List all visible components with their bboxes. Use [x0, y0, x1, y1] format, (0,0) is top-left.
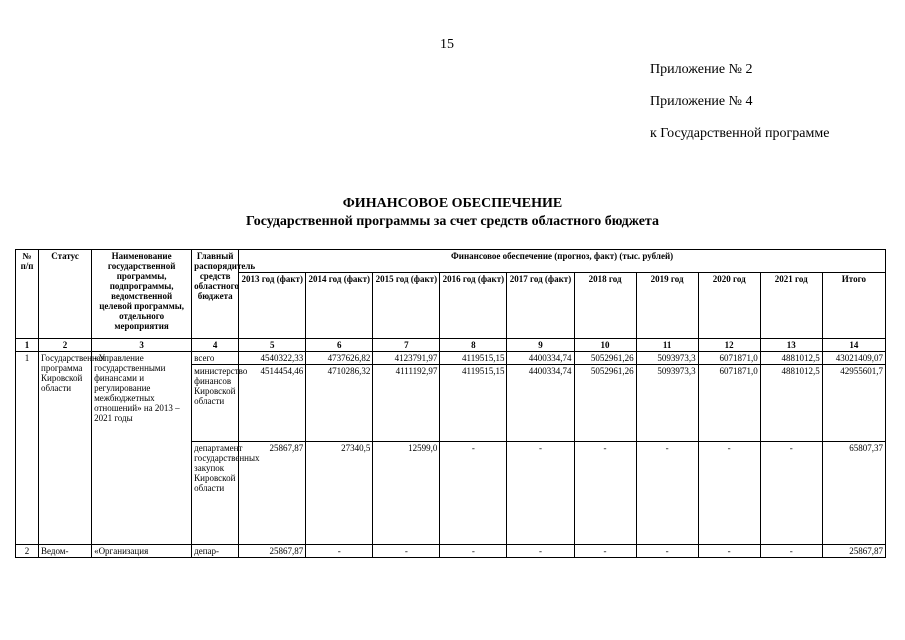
appendix-line-1: Приложение № 2 — [650, 62, 753, 77]
col-number: 14 — [822, 339, 885, 352]
row-status: Ведом- — [39, 545, 92, 558]
header-year-2021: 2021 год — [760, 273, 822, 339]
row-admin: депар- — [192, 545, 239, 558]
header-row-top — [16, 250, 886, 273]
col-number: 4 — [192, 339, 239, 352]
table-cell: - — [440, 442, 507, 545]
table-row — [16, 352, 886, 365]
table-cell: 4737626,82 — [306, 352, 373, 365]
col-number: 11 — [636, 339, 698, 352]
row-num: 1 — [16, 352, 39, 545]
col-number: 5 — [239, 339, 306, 352]
col-number: 6 — [306, 339, 373, 352]
table-cell: 25867,87 — [239, 545, 306, 558]
header-admin: Главный распорядитель средств областного бюджета — [192, 250, 239, 339]
table-cell: - — [698, 442, 760, 545]
page-number: 15 — [440, 37, 454, 52]
header-status: Статус — [39, 250, 92, 339]
table-cell: 43021409,07 — [822, 352, 885, 365]
header-year-2016: 2016 год (факт) — [440, 273, 507, 339]
table-cell: 6071871,0 — [698, 352, 760, 365]
table-cell: - — [760, 442, 822, 545]
appendix-line-3: к Государственной программе — [650, 126, 830, 141]
header-num: № п/п — [16, 250, 39, 339]
table-cell: 4119515,15 — [440, 365, 507, 442]
table-cell: - — [373, 545, 440, 558]
header-year-2015: 2015 год (факт) — [373, 273, 440, 339]
table-cell: 4514454,46 — [239, 365, 306, 442]
table-cell: - — [574, 442, 636, 545]
table-cell: - — [440, 545, 507, 558]
col-number: 10 — [574, 339, 636, 352]
table-cell: 4710286,32 — [306, 365, 373, 442]
table-cell: - — [306, 545, 373, 558]
row-admin: всего — [192, 352, 239, 365]
table-cell: - — [636, 442, 698, 545]
table-cell: 4400334,74 — [507, 365, 574, 442]
col-number: 7 — [373, 339, 440, 352]
table-cell: 5093973,3 — [636, 352, 698, 365]
table-cell: 4540322,33 — [239, 352, 306, 365]
table-cell: 4123791,97 — [373, 352, 440, 365]
table-cell: 27340,5 — [306, 442, 373, 545]
col-number: 12 — [698, 339, 760, 352]
table-cell: 4881012,5 — [760, 365, 822, 442]
col-number: 9 — [507, 339, 574, 352]
table-cell: 12599,0 — [373, 442, 440, 545]
header-year-2019: 2019 год — [636, 273, 698, 339]
col-number: 13 — [760, 339, 822, 352]
col-number: 1 — [16, 339, 39, 352]
col-number: 3 — [92, 339, 192, 352]
table-cell: - — [507, 442, 574, 545]
header-year-2014: 2014 год (факт) — [306, 273, 373, 339]
table-cell: 42955601,7 — [822, 365, 885, 442]
table-cell: - — [698, 545, 760, 558]
row-num: 2 — [16, 545, 39, 558]
finance-table — [15, 249, 886, 558]
document-title: ФИНАНСОВОЕ ОБЕСПЕЧЕНИЕ — [342, 196, 563, 211]
col-number: 2 — [39, 339, 92, 352]
header-year-2018: 2018 год — [574, 273, 636, 339]
document-subtitle: Государственной программы за счет средств областного бюджета — [246, 214, 659, 229]
table-cell: 25867,87 — [822, 545, 885, 558]
table-cell: - — [507, 545, 574, 558]
table-cell: 4400334,74 — [507, 352, 574, 365]
header-year-2020: 2020 год — [698, 273, 760, 339]
header-finance: Финансовое обеспечение (прогноз, факт) (тыс. рублей) — [239, 250, 886, 273]
table-cell: 25867,87 — [239, 442, 306, 545]
header-year-2017: 2017 год (факт) — [507, 273, 574, 339]
table-row — [16, 545, 886, 558]
table-cell: - — [760, 545, 822, 558]
row-admin: министерство финансов Кировской области — [192, 365, 239, 442]
table-cell: 4119515,15 — [440, 352, 507, 365]
table-cell: 4111192,97 — [373, 365, 440, 442]
header-year-2013: 2013 год (факт) — [239, 273, 306, 339]
column-numbers-row — [16, 339, 886, 352]
table-cell: 5052961,26 — [574, 352, 636, 365]
appendix-line-2: Приложение № 4 — [650, 94, 753, 109]
table-cell: 4881012,5 — [760, 352, 822, 365]
table-cell: 6071871,0 — [698, 365, 760, 442]
row-name: «Управление государственными финансами и регулирование межбюджетных отношений» на 2013 – 2021 годы — [92, 352, 192, 545]
row-admin: департамент государственных закупок Кировской области — [192, 442, 239, 545]
col-number: 8 — [440, 339, 507, 352]
table-cell: - — [574, 545, 636, 558]
header-total: Итого — [822, 273, 885, 339]
row-name: «Организация — [92, 545, 192, 558]
table-cell: 5093973,3 — [636, 365, 698, 442]
header-name: Наименование государственной программы, подпрограммы, ведомственной целевой программы, отдельного мероприятия — [92, 250, 192, 339]
table-cell: 5052961,26 — [574, 365, 636, 442]
table-cell: 65807,37 — [822, 442, 885, 545]
table-cell: - — [636, 545, 698, 558]
row-status: Государственная программа Кировской области — [39, 352, 92, 545]
